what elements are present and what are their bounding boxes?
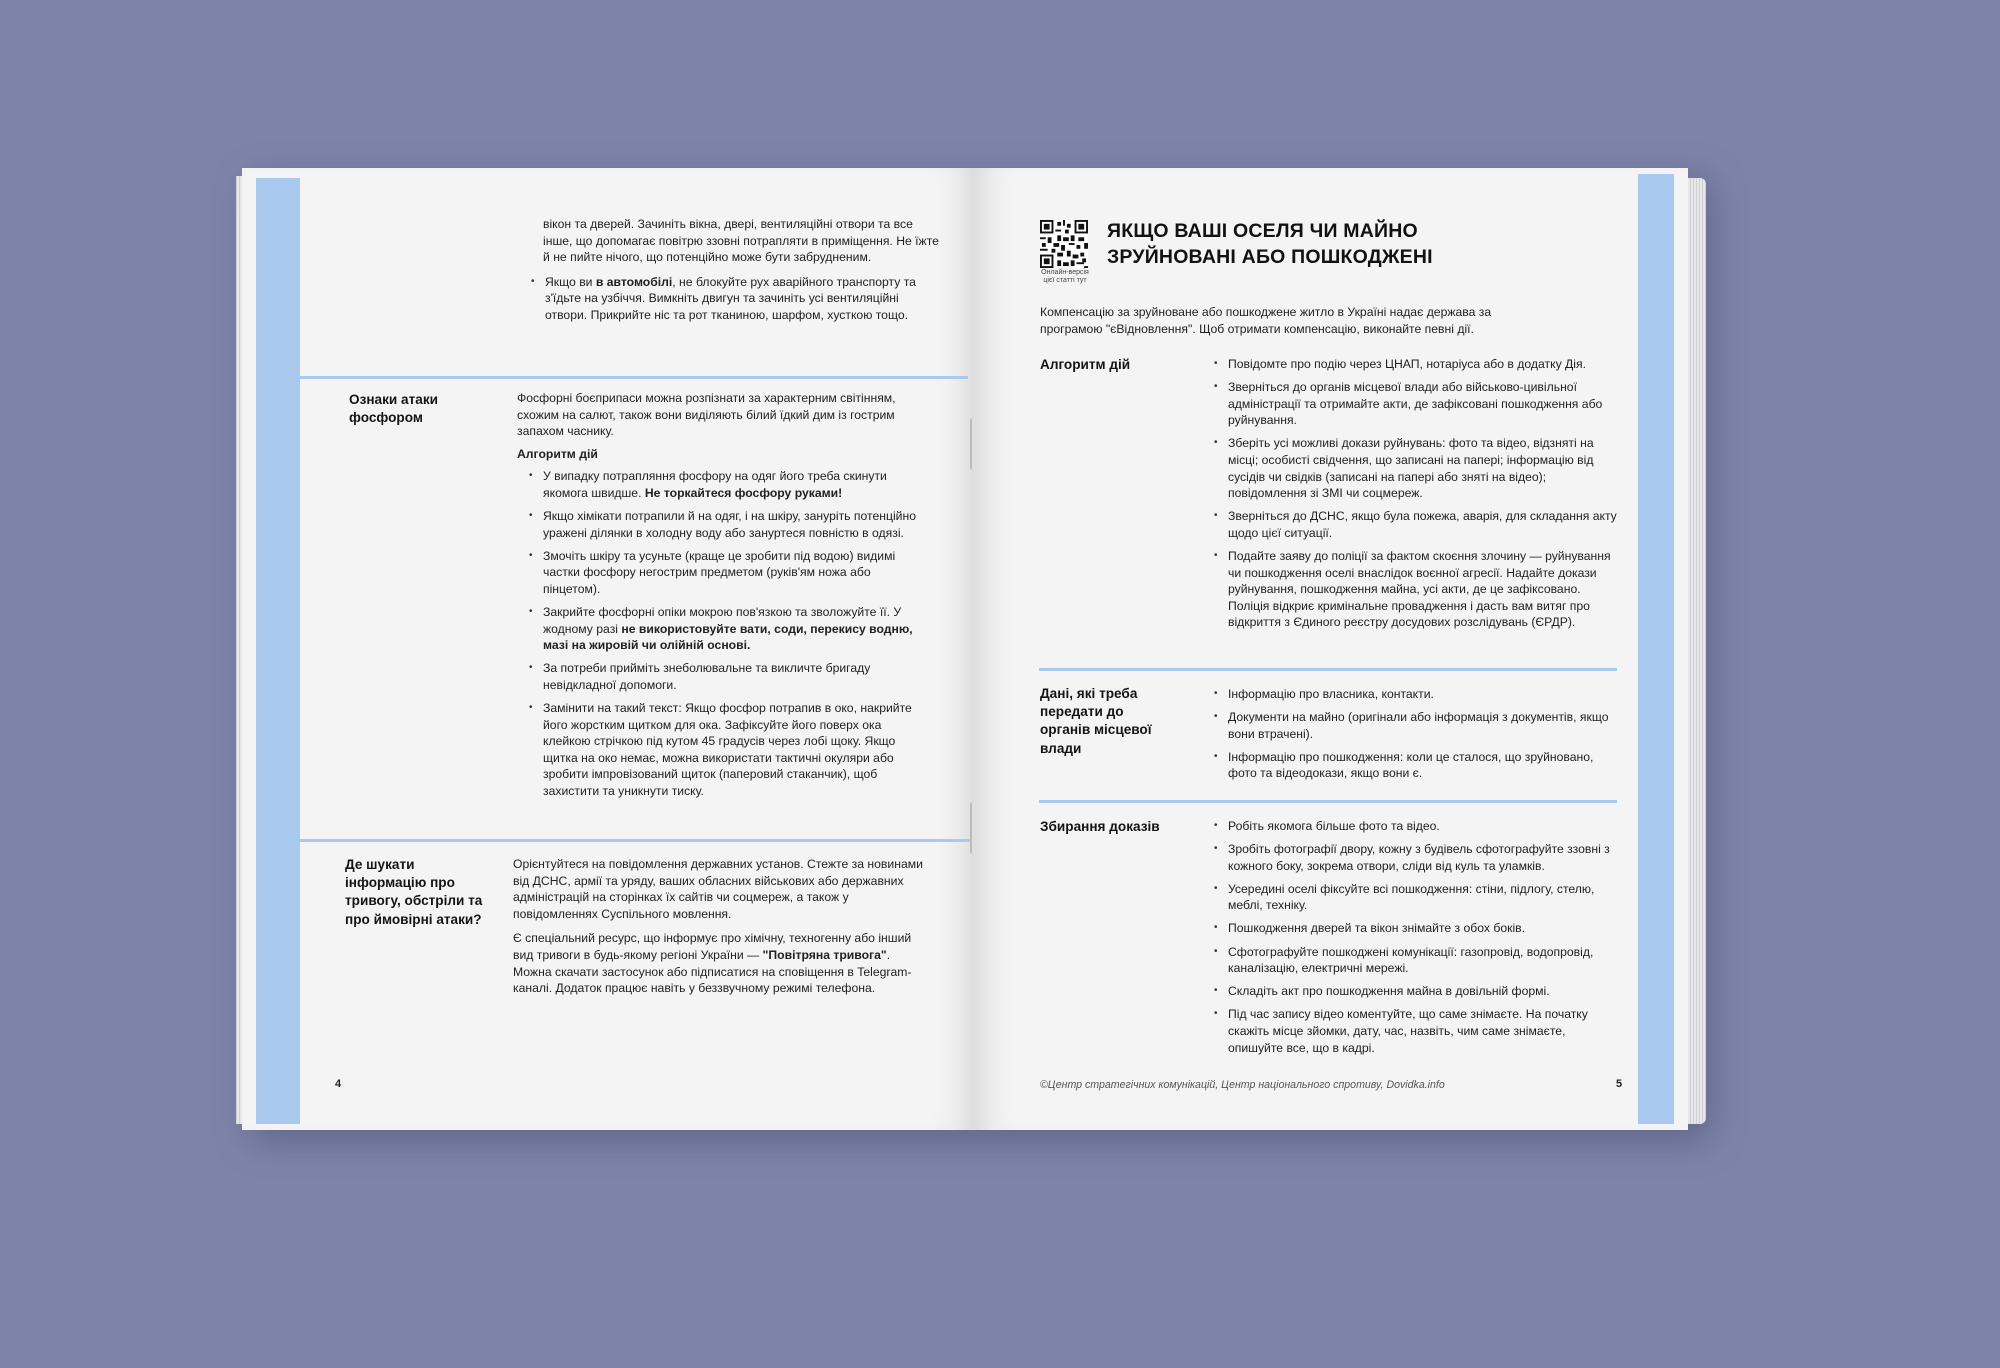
algo-bullet-list xyxy=(1214,356,1619,637)
page-number-left: 4 xyxy=(335,1078,342,1090)
qr-caption: Онлайн-версія цієї статті тут xyxy=(1041,269,1089,284)
list-item: • Складіть акт про пошкодження майна в довільній формі. xyxy=(1214,983,1619,1000)
list-item: • Робіть якомога більше фото та відео. xyxy=(1214,818,1619,835)
page-title xyxy=(1107,218,1433,270)
info-section-body xyxy=(513,856,931,997)
list-item: • Під час запису відео коментуйте, що саме знімаєте. На початку скажіть місце зйомки, дату, час, назвіть, чим саме знімаєте, опишуйте все, що в кадрі. xyxy=(1214,1006,1619,1056)
list-item: • Якщо хімікати потрапили й на одяг, і на шкіру, зануріть потенційно уражені ділянки в холодну воду або зануртеся повністю в одязі. xyxy=(529,508,929,541)
phosphor-section-label: Ознаки атаки фосфором xyxy=(349,392,438,426)
footer-credits: ©Центр стратегічних комунікацій, Центр національного спротиву, Dovidka.info xyxy=(1040,1079,1445,1091)
page-title-line-1: ЯКЩО ВАШІ ОСЕЛЯ ЧИ МАЙНО xyxy=(1107,220,1418,242)
right-page xyxy=(974,168,1688,1130)
separator-2 xyxy=(297,839,971,842)
right-page-edges xyxy=(1688,178,1706,1124)
algo-section-label: Алгоритм дій xyxy=(1040,357,1131,372)
data-bullet-list xyxy=(1214,686,1619,788)
car-bullet-list xyxy=(531,274,943,324)
phosphor-algo-label: Алгоритм дій xyxy=(517,446,598,461)
list-item: • Усередині оселі фіксуйте всі пошкодження: стіни, підлогу, стелю, меблі, техніку. xyxy=(1214,881,1619,914)
page-number-right: 5 xyxy=(1616,1078,1623,1090)
list-item: • Зберіть усі можливі докази руйнувань: фото та відео, відзняті на місці; особисті свідчення, що записані на папері; інформацію від сусідів чи свідків (записані на папері або зняті на відео); повідомлення зі ЗМІ чи соцмереж. xyxy=(1214,435,1619,501)
intro-paragraph: вікон та дверей. Зачиніть вікна, двері, вентиляційні отвори та все інше, що допомагає повітрю ззовні потрапляти в приміщення. Не їжте й не пийте нічого, що потенційно може бути забрудненим. xyxy=(543,217,939,265)
evidence-section-label: Збирання доказів xyxy=(1040,819,1160,834)
info-paragraph-1: Орієнтуйтеся на повідомлення державних установ. Стежте за новинами від ДСНС, армії та уряду, ваших обласних військових або державних адміністрацій на сторінках їх сайтів чи соцмереж, а також у повідомленнях Суспільного мовлення. xyxy=(513,857,923,921)
intro-block xyxy=(543,216,943,330)
intro-paragraph-right: Компенсацію за зруйноване або пошкоджене житло в Україні надає держава за програмою "єВідновлення". Щоб отримати компенсацію, виконайте певні дії. xyxy=(1040,305,1492,336)
list-item: • Замінити на такий текст: Якщо фосфор потрапив в око, накрийте його жорстким щитком для ока. Зафіксуйте його поверх ока клейкою стрічкою під кутом 45 градусів через лобі щоку. Якщо щитка на око немає, можна використати тактичні окуляри або зробити імпровізований щиток (паперовий стаканчик), щоб захистити та уникнути тиску. xyxy=(529,700,929,800)
right-accent-stripe xyxy=(1638,174,1674,1124)
phosphor-paragraph: Фосфорні боєприпаси можна розпізнати за характерним світінням, схожим на салют, також вони виділяють білий їдкий дим із гострим запахом часнику. xyxy=(517,391,896,439)
list-item: • Подайте заяву до поліції за фактом скоєння злочину — руйнування чи пошкодження оселі внаслідок воєнної агресії. Надайте докази руйнування, пошкодження майна, усі акти, де це зафіксовано. Поліція відкриє кримінальне провадження і дасть вам витяг про відкриття з Єдиного реєстру досудових розслідувань (ЄРДР). xyxy=(1214,548,1619,631)
separator-3 xyxy=(1039,668,1617,671)
qr-code-icon xyxy=(1040,220,1088,268)
list-item: • Закрийте фосфорні опіки мокрою пов'язкою та зволожуйте її. У жодному разі не використовуйте вати, соди, перекису водню, мазі на жировій чи олійній основі. xyxy=(529,604,929,654)
info-paragraph-2: Є спеціальний ресурс, що інформує про хімічну, техногенну або інший вид тривоги в будь-якому регіоні України — "Повітряна тривога". Можна скачати застосунок або підписатися на сповіщення в Telegram-каналі. Додаток працює навіть у беззвучному режимі телефона. xyxy=(513,931,912,996)
list-item: • Інформацію про пошкодження: коли це сталося, що зруйновано, фото та відеодокази, якщо вони є. xyxy=(1214,749,1619,782)
list-item: • Повідомте про подію через ЦНАП, нотаріуса або в додатку Дія. xyxy=(1214,356,1619,373)
phosphor-section-body xyxy=(517,390,929,806)
list-item: • У випадку потрапляння фосфору на одяг його треба скинути якомога швидше. Не торкайтеся фосфору руками! xyxy=(529,468,929,501)
list-item: • Документи на майно (оригінали або інформація з документів, якщо вони втрачені). xyxy=(1214,709,1619,742)
list-item: • Зверніться до ДСНС, якщо була пожежа, аварія, для складання акту щодо цієї ситуації. xyxy=(1214,508,1619,541)
list-item: • Зробіть фотографії двору, кожну з будівель сфотографуйте ззовні з кожного боку, зокрема отвори, сліди від куль та уламків. xyxy=(1214,841,1619,874)
car-bullet: • Якщо ви в автомобілі, не блокуйте рух аварійного транспорту та з'їдьте на узбіччя. Вимкніть двигун та зачиніть усі вентиляційні отвори. Прикрийте ніс та рот тканиною, шарфом, хусткою тощо. xyxy=(531,274,943,324)
phosphor-bullet-list xyxy=(529,468,929,799)
list-item: • Пошкодження дверей та вікон знімайте з обох боків. xyxy=(1214,920,1619,937)
info-section-label: Де шукати інформацію про тривогу, обстріли та про ймовірні атаки? xyxy=(345,857,483,927)
data-section-label: Дані, які треба передати до органів місцевої влади xyxy=(1040,686,1152,756)
separator-4 xyxy=(1039,800,1617,803)
separator-1 xyxy=(300,376,968,379)
left-page xyxy=(242,168,974,1130)
left-accent-stripe xyxy=(256,178,300,1124)
list-item: • Інформацію про власника, контакти. xyxy=(1214,686,1619,703)
evidence-bullet-list xyxy=(1214,818,1619,1063)
list-item: • Змочіть шкіру та усуньте (краще це зробити під водою) видимі частки фосфору негострим предметом (руків'ям ножа або пінцетом). xyxy=(529,548,929,598)
list-item: • Зверніться до органів місцевої влади або військово-цивільної адміністрації та отримайте акти, де зафіксовані пошкодження або руйнування. xyxy=(1214,379,1619,429)
list-item: • Сфотографуйте пошкоджені комунікації: газопровід, водопровід, каналізацію, електричні мережі. xyxy=(1214,944,1619,977)
list-item: • За потреби прийміть знеболювальне та викличте бригаду невідкладної допомоги. xyxy=(529,660,929,693)
page-title-line-2: ЗРУЙНОВАНІ АБО ПОШКОДЖЕНІ xyxy=(1107,246,1433,268)
